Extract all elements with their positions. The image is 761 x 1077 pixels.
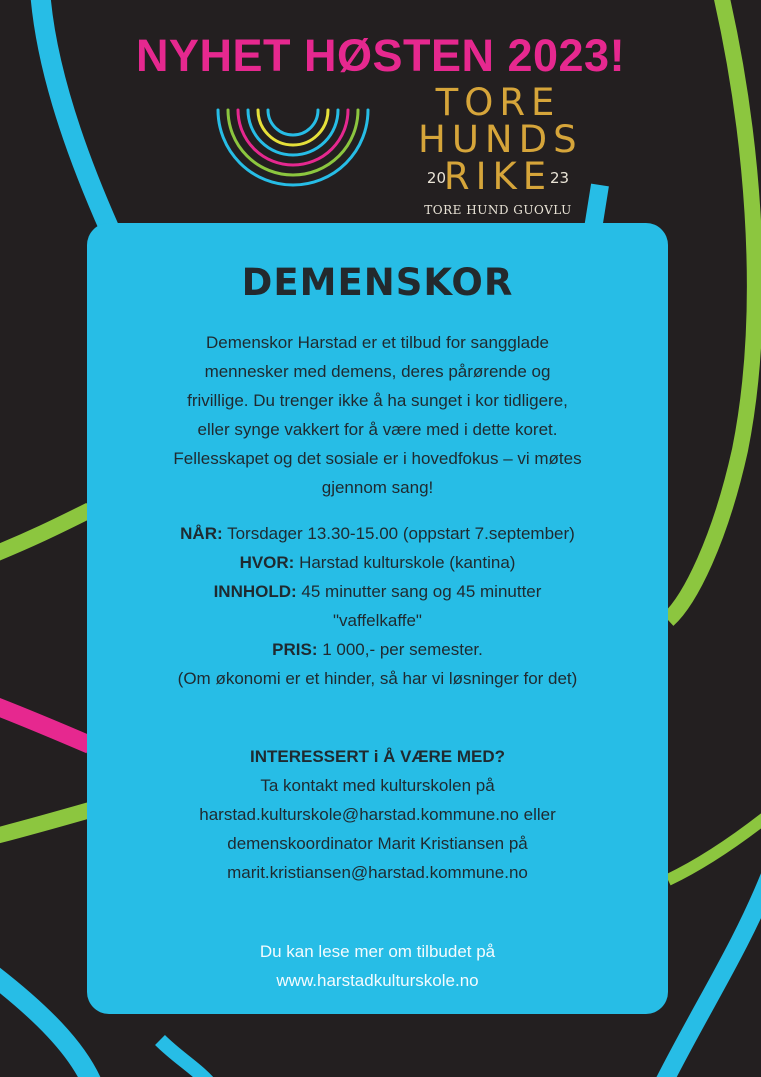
intro-line: Fellesskapet og det sosiale er i hovedfokus – vi møtes [173,449,582,468]
contact-email-school[interactable]: harstad.kulturskole@harstad.kommune.no eller [199,805,556,824]
price-row [107,635,648,664]
price-value: 1 000,- per semester. [317,640,483,659]
logo-line-rike: RIKE [443,155,553,198]
content-row [107,577,648,606]
price-note: (Om økonomi er et hinder, så har vi løsninger for det) [177,669,578,688]
contact-line: demenskoordinator Marit Kristiansen på [227,834,528,853]
contact-line: Ta kontakt med kulturskolen på [260,776,495,795]
website-link[interactable]: www.harstadkulturskole.no [276,971,479,990]
when-label: NÅR: [180,524,223,543]
intro-line: frivillige. Du trenger ikke å ha sunget i kor tidligere, [187,391,568,410]
price-label: PRIS: [272,640,318,659]
when-row [107,519,648,548]
logo-year-right: 23 [550,169,570,187]
info-card [87,223,668,1014]
where-value: Harstad kulturskole (kantina) [294,553,516,572]
content-value-cont: "vaffelkaffe" [333,611,422,630]
intro-paragraph [117,328,638,502]
tore-hunds-rike-logo-arcs [198,100,388,200]
contact-email-coordinator[interactable]: marit.kristiansen@harstad.kommune.no [227,863,528,882]
intro-line: gjennom sang! [321,478,434,497]
intro-line: eller synge vakkert for å være med i dette koret. [197,420,558,439]
intro-line: Demenskor Harstad er et tilbud for sangglade [205,333,549,352]
content-value: 45 minutter sang og 45 minutter [296,582,542,601]
intro-line: mennesker med demens, deres pårørende og [204,362,551,381]
where-row [107,548,648,577]
logo-year-left: 20 [426,169,446,187]
content-label: INNHOLD: [213,582,297,601]
where-label: HVOR: [239,553,295,572]
headline: NYHET HØSTEN 2023! [135,30,626,81]
contact-heading: INTERESSERT i Å VÆRE MED? [249,747,506,766]
logo-line-tore: TORE [435,81,561,124]
when-value: Torsdager 13.30-15.00 (oppstart 7.september) [222,524,575,543]
tore-hunds-rike-logo [418,81,583,217]
card-title: DEMENSKOR [241,261,514,304]
contact-section [107,742,648,887]
event-details [107,519,648,693]
logo-line-hunds: HUNDS [418,118,583,161]
read-more-text: Du kan lese mer om tilbudet på [259,942,496,961]
read-more-section [107,937,648,995]
logo-subtitle: TORE HUND GUOVLU [424,203,572,217]
